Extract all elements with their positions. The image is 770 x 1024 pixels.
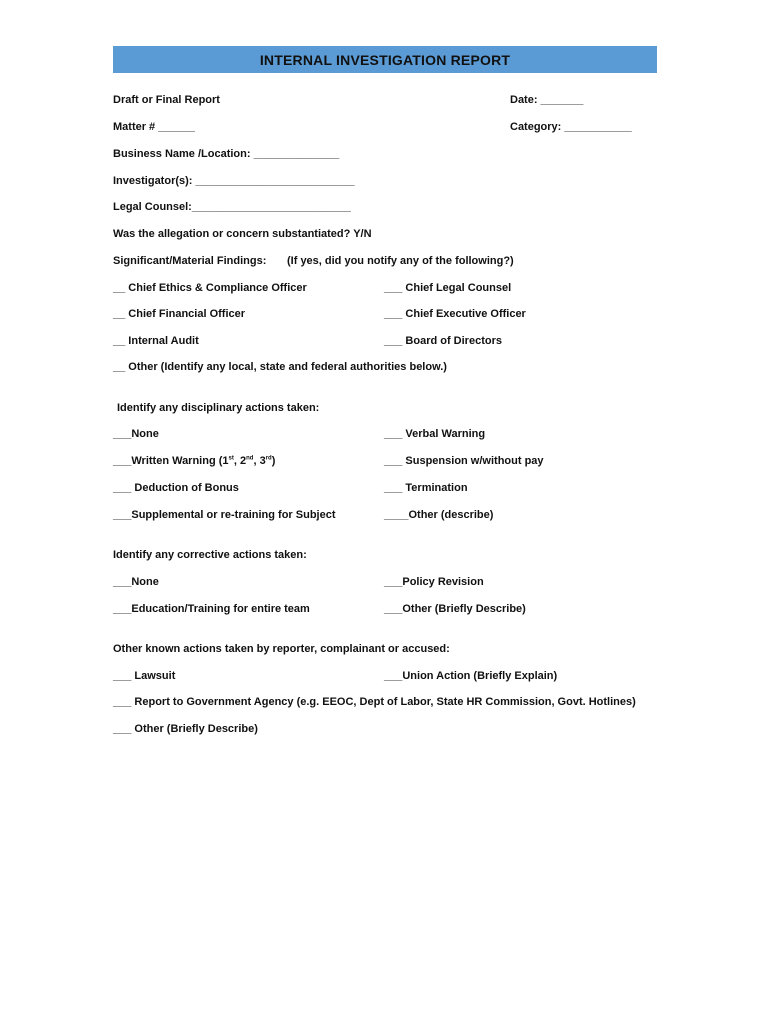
notify-internal-audit-option[interactable]: __ Internal Audit	[113, 335, 199, 347]
written-warning-option[interactable]	[113, 454, 275, 468]
other-known-heading: Other known actions taken by reporter, complainant or accused:	[113, 643, 450, 655]
findings-label: Significant/Material Findings:	[113, 255, 267, 267]
other-known-other-option[interactable]: ___ Other (Briefly Describe)	[113, 723, 258, 735]
written-warning-sep-2: , 3	[253, 455, 266, 467]
notify-chief-ethics-option[interactable]: __ Chief Ethics & Compliance Officer	[113, 282, 307, 294]
allegation-question[interactable]: Was the allegation or concern substantiated? Y/N	[113, 228, 372, 240]
draft-final-field[interactable]: Draft or Final Report	[113, 94, 220, 106]
date-field[interactable]: Date: _______	[510, 94, 584, 106]
ordinal-first: st	[228, 455, 234, 462]
notify-board-option[interactable]: ___ Board of Directors	[384, 335, 502, 347]
ordinal-third: rd	[265, 455, 272, 462]
notify-other-option[interactable]: __ Other (Identify any local, state and federal authorities below.)	[113, 361, 447, 373]
report-agency-option[interactable]: ___ Report to Government Agency (e.g. EEOC, Dept of Labor, State HR Commission, Govt. Hotlines)	[113, 696, 636, 708]
written-warning-prefix: ___Written Warning (1	[113, 455, 229, 467]
deduction-bonus-option[interactable]: ___ Deduction of Bonus	[113, 482, 239, 494]
corrective-heading: Identify any corrective actions taken:	[113, 549, 307, 561]
ordinal-second: nd	[246, 455, 254, 462]
notify-chief-legal-option[interactable]: ___ Chief Legal Counsel	[384, 282, 512, 294]
suspension-option[interactable]: ___ Suspension w/without pay	[384, 455, 544, 467]
business-location-field[interactable]: Business Name /Location: ______________	[113, 148, 340, 160]
disciplinary-other-option[interactable]: ____Other (describe)	[384, 509, 494, 521]
lawsuit-option[interactable]: ___ Lawsuit	[113, 670, 176, 682]
education-training-option[interactable]: ___Education/Training for entire team	[113, 603, 310, 615]
notify-ceo-option[interactable]: ___ Chief Executive Officer	[384, 308, 526, 320]
disciplinary-none-option[interactable]: ___None	[113, 428, 159, 440]
report-title: INTERNAL INVESTIGATION REPORT	[113, 46, 657, 73]
corrective-none-option[interactable]: ___None	[113, 576, 159, 588]
disciplinary-heading: Identify any disciplinary actions taken:	[117, 402, 320, 414]
investigators-field[interactable]: Investigator(s): __________________________	[113, 175, 355, 187]
legal-counsel-field[interactable]: Legal Counsel:__________________________	[113, 201, 351, 213]
findings-prompt: (If yes, did you notify any of the following?)	[287, 255, 514, 267]
union-action-option[interactable]: ___Union Action (Briefly Explain)	[384, 670, 558, 682]
supplemental-training-option[interactable]: ___Supplemental or re-training for Subject	[113, 509, 336, 521]
termination-option[interactable]: ___ Termination	[384, 482, 468, 494]
written-warning-suffix: )	[271, 455, 276, 467]
corrective-other-option[interactable]: ___Other (Briefly Describe)	[384, 603, 526, 615]
category-field[interactable]: Category: ___________	[510, 121, 632, 133]
written-warning-sep-1: , 2	[233, 455, 247, 467]
notify-cfo-option[interactable]: __ Chief Financial Officer	[113, 308, 246, 320]
policy-revision-option[interactable]: ___Policy Revision	[384, 576, 484, 588]
matter-field[interactable]: Matter # ______	[113, 121, 195, 133]
verbal-warning-option[interactable]: ___ Verbal Warning	[384, 428, 486, 440]
